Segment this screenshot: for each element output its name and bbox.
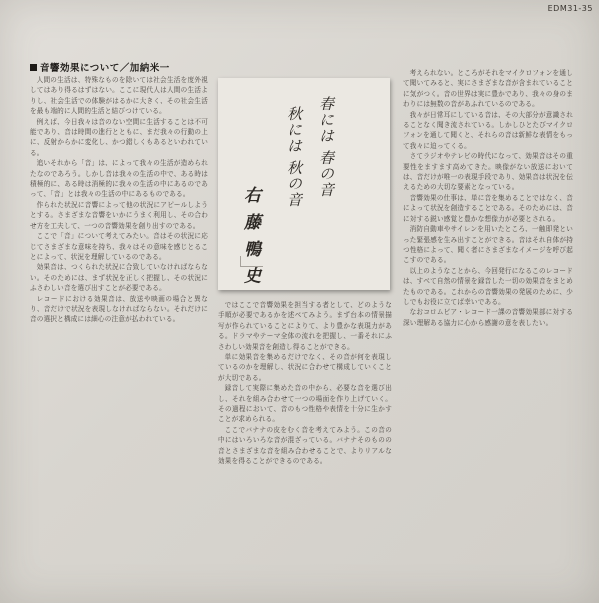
text-column-middle bbox=[218, 300, 392, 580]
paragraph: 考えられない。ところがそれをマイクロフォンを通して聞いてみると、実にさまざまな音が含まれていることに気がつく。音の世界は実に豊かであり、我々の身のまわりには無数の音があふれているのである。 bbox=[403, 69, 573, 109]
paragraph: ここで「音」について考えてみたい。音はその状況に応じてさまざまな意味を持ち、我々はその意味を感じとることによって、状況を理解しているのである。 bbox=[30, 232, 208, 261]
seal-mark-icon bbox=[240, 256, 263, 267]
calligraphy-line-autumn: 秋には 秋の音 bbox=[285, 106, 303, 208]
article-heading bbox=[30, 60, 170, 74]
paragraph: 以上のようなことから、今回発行になるこのレコードは、すべて自然の情景を録音した一切の効果音をまとめたものである。これからの音響効果の発展のために、少しでもお役に立てば幸いである。 bbox=[403, 266, 573, 306]
paragraph: 単に効果音を集めるだけでなく、その音が何を表現しているのかを理解し、状況に合わせて構成していくことが大切である。 bbox=[218, 353, 392, 382]
calligraphy-card bbox=[218, 78, 390, 290]
text-column-right bbox=[403, 68, 573, 583]
paragraph: 録音して実際に集めた音の中から、必要な音を選び出し、それを組み合わせて一つの場面を作り上げていく。その過程において、音のもつ性格や表情を十分に生かすことが求められる。 bbox=[218, 384, 392, 424]
paragraph: レコードにおける効果音は、放送や映画の場合と異なり、音だけで状況を表現しなければならない。それだけに音の選択と構成には細心の注意が払われている。 bbox=[30, 294, 208, 324]
paragraph: 人間の生活は、特殊なものを除いては社会生活を度外視してはあり得るはずはない。ここに現代人は人間の生活よりし、社会生活での体験がはるかに大きく、その社会生活を最も端的に人間的生活と結びつけている。 bbox=[30, 76, 208, 116]
paragraph: 例えば、今日我々は音のない空間に生活することは不可能であり、音は時間の進行とともに、まだ我々の行動の上に、反射からかに変化し、かつ錯しくもあるといわれている。 bbox=[30, 117, 208, 157]
article-heading-text: 音響効果について／加納米一 bbox=[40, 63, 170, 74]
paragraph: 追いそれから「音」は、によって我々の生活が造められたなのであろう。しかし音は我々の生活の中で、ある時は積極的に、ある時は消極的に我々の生活の中にあるのであって、「音」とは我々の生活の中にあるものである。 bbox=[30, 159, 208, 199]
paragraph: ここでバナナの皮をむく音を考えてみよう。この音の中にはいろいろな音が混ざっている。バナナそのものの音とさまざまな音を組み合わせることで、よりリアルな効果を得ることができるのである。 bbox=[218, 425, 392, 466]
paragraph: 消防自動車やサイレンを用いたところ、一触即発といった緊張感を生み出すことができる。音はそれ自体が持つ性格によって、聞く者にさまざまなイメージを呼び起こすのである。 bbox=[403, 225, 573, 265]
paragraph: 効果音は、つくられた状況に合致していなければならない。そのためには、まず状況を正しく把握し、その状況にふさわしい音を選び出すことが必要である。 bbox=[30, 263, 208, 293]
calligraphy-signature: 右 藤 鴨 史 bbox=[240, 186, 260, 286]
square-bullet-icon bbox=[30, 64, 37, 71]
paragraph: さてラジオやテレビの時代になって、効果音はその重要性をますます高めてきた。映像がない放送においては、音だけが唯一の表現手段であり、効果音は状況を伝えるための大切な要素となっている。 bbox=[403, 152, 573, 192]
calligraphy-line-spring: 春には 春の音 bbox=[317, 96, 335, 198]
paragraph: 我々が日常耳にしている音は、その大部分が意識されることなく聞き流されている。しかしひとたびマイクロフォンを通して聞くと、それらの音は新鮮な表情をもって我々に迫ってくる。 bbox=[403, 110, 573, 150]
paragraph: 作られた状況に音響によって他の状況にアピールしようとする。さまざまな音響をいかにうまく利用し、その合わせ方を工夫して、一つの音響効果を創り出すのである。 bbox=[30, 200, 208, 230]
paragraph: ではここで音響効果を担当する者として、どのような手順が必要であるかを述べてみよう。まず台本の情景描写が作られていることによりて、より豊かな表現力がある。ドラマやテーマ全体の流れを把握し、一番それにふさわしい効果音を創造し得ることができる。 bbox=[218, 301, 392, 351]
paragraph: 音響効果の仕事は、単に音を集めることではなく、音によって状況を創造することである。そのためには、音に対する鋭い感覚と豊かな想像力が必要とされる。 bbox=[403, 193, 573, 223]
catalog-number: EDM31-35 bbox=[547, 4, 593, 13]
paragraph: なおコロムビア・レコード一課の音響効果部に対する深い理解ある協力に心から感謝の意を表したい。 bbox=[403, 308, 573, 327]
text-column-left bbox=[30, 75, 208, 575]
